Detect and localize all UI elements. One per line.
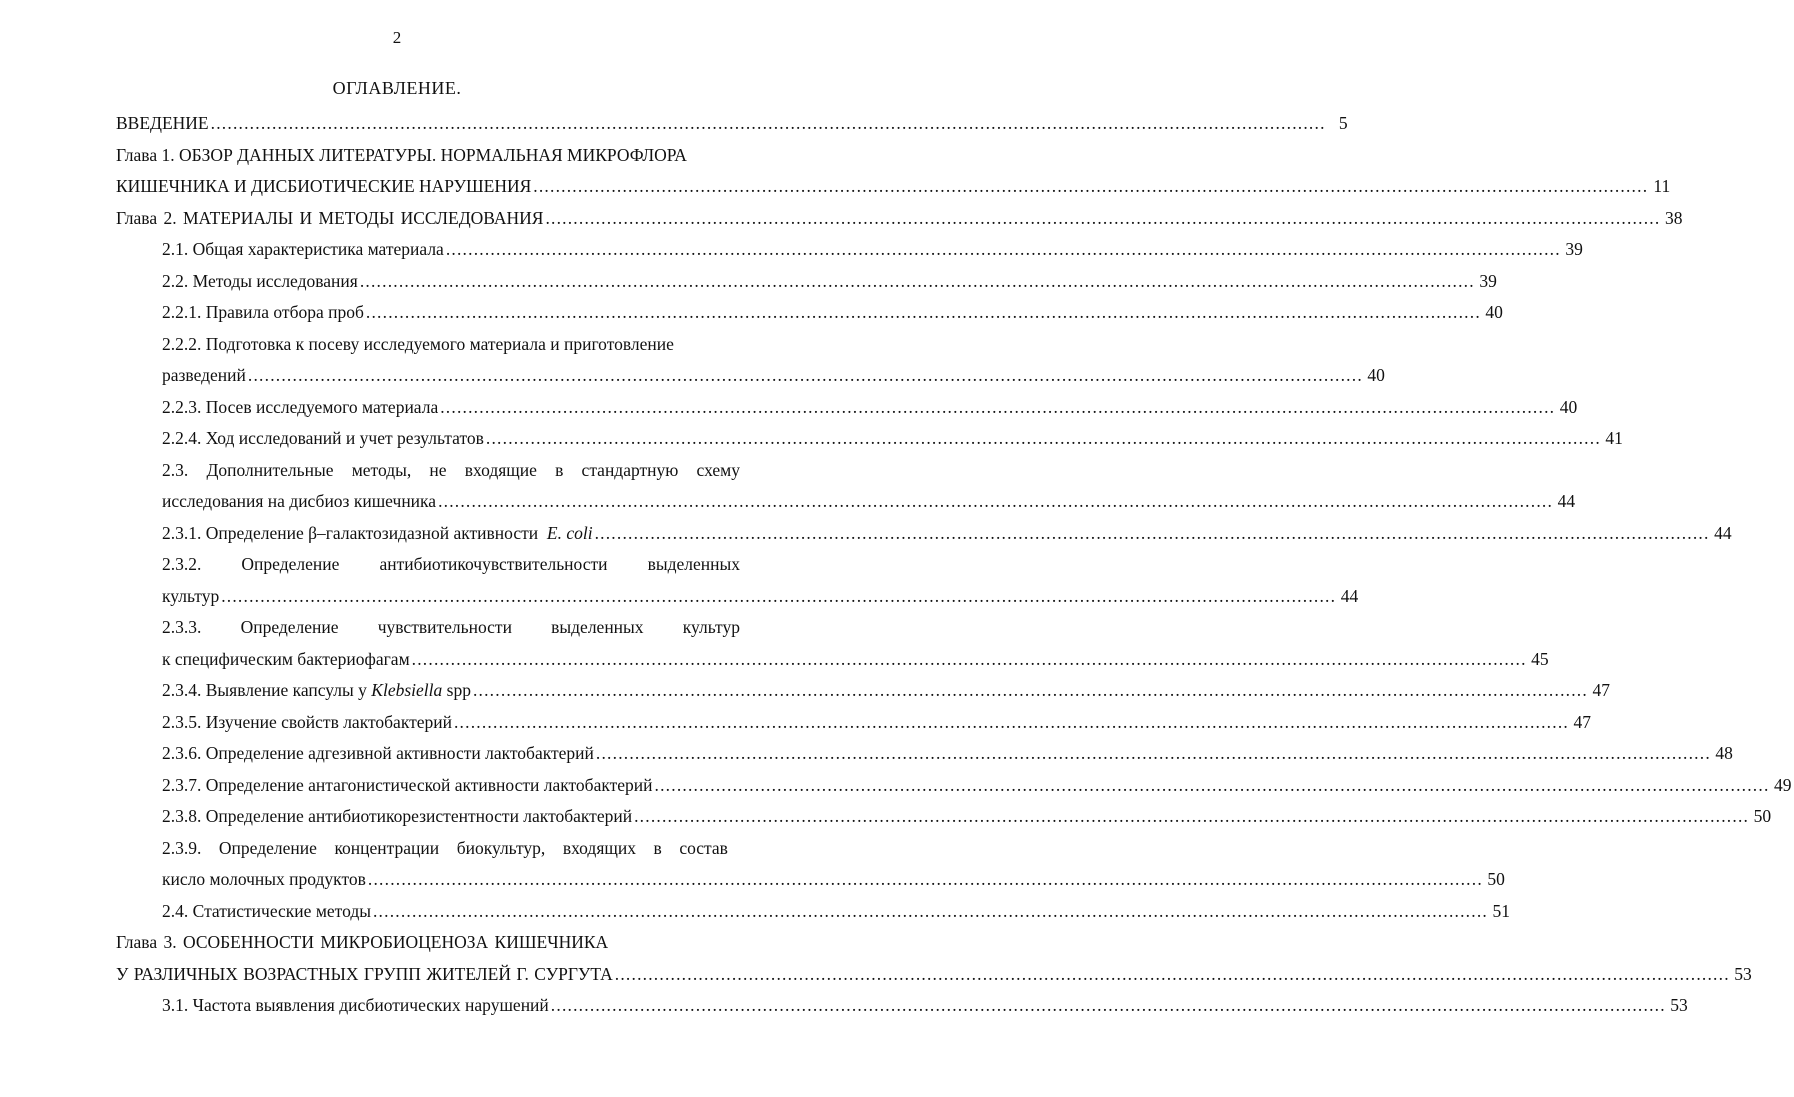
toc-entry-title: Глава 3. ОСОБЕННОСТИ МИКРОБИОЦЕНОЗА КИШЕЧНИКА (116, 932, 609, 952)
toc-entry-2-4 (162, 896, 1510, 928)
toc-page-number: 44 (1340, 585, 1359, 606)
toc-word: Определение (240, 617, 339, 637)
dot-leader: ........................................................................................................................................................................................................ (367, 869, 1483, 889)
toc-page-number: 45 (1531, 648, 1549, 669)
toc-entry-text: 2.3.4. Выявление капсулы у (162, 680, 367, 700)
dot-leader: ........................................................................................................................................................................................................ (634, 806, 1750, 826)
toc-entry-title-continued: культур (162, 585, 220, 606)
toc-page-number: 44 (1714, 522, 1732, 543)
toc-entry-chapter-1-line-1 (116, 140, 740, 172)
dot-leader: ........................................................................................................................................................................................................ (594, 522, 1710, 543)
toc-page-number: 39 (1565, 239, 1583, 259)
toc-entry-title: 2.3.6. Определение адгезивной активности лактобактерий (162, 743, 594, 763)
dot-leader: ........................................................................................................................................................................................................ (372, 900, 1488, 921)
toc-entry-2-2-2-line-2 (162, 360, 1385, 392)
toc-entry-2-1 (162, 234, 1583, 266)
toc-entry-chapter-3-line-2 (116, 959, 1752, 991)
toc-entry-2-3-line-1 (162, 455, 740, 487)
toc-entry-2-3-line-2 (162, 486, 1576, 518)
toc-entry-title: 2.2.2. Подготовка к посеву исследуемого материала и приготовление (162, 333, 674, 354)
toc-entry-italic: Klebsiella (371, 680, 443, 700)
toc-entry-title: 2.3.8. Определение антибиотикорезистентности лактобактерий (162, 806, 633, 826)
toc-entry-title-continued: к специфическим бактериофагам (162, 648, 410, 669)
toc-entry-2-3-3-line-2 (162, 644, 1549, 676)
toc-entry-title-continued: КИШЕЧНИКА И ДИСБИОТИЧЕСКИЕ НАРУШЕНИЯ (116, 176, 532, 196)
toc-entry-title-continued: У РАЗЛИЧНЫХ ВОЗРАСТНЫХ ГРУПП ЖИТЕЛЕЙ Г. СУРГУТА (116, 963, 613, 984)
toc-page-number: 47 (1592, 680, 1610, 700)
toc-page-number: 44 (1557, 491, 1576, 511)
toc-word: методы, (351, 459, 412, 480)
dot-leader: ........................................................................................................................................................................................................ (210, 113, 1326, 133)
toc-word: 2.3.3. (162, 617, 202, 637)
toc-entry-title: 2.2.3. Посев исследуемого материала (162, 396, 439, 417)
toc-entry-2-3-5 (162, 707, 1591, 739)
dot-leader: ........................................................................................................................................................................................................ (550, 995, 1666, 1015)
dot-leader: ........................................................................................................................................................................................................ (654, 774, 1770, 795)
toc-entry-chapter-2 (116, 203, 1683, 235)
toc-entry-2-2-4 (162, 423, 1623, 455)
page-number: 2 (392, 28, 402, 47)
toc-entry-2-3-9-line-2 (162, 864, 1505, 896)
toc-entry-3-1 (162, 990, 1688, 1022)
dot-leader: ........................................................................................................................................................................................................ (445, 239, 1561, 259)
toc-page-number: 47 (1573, 711, 1591, 732)
toc-entry-chapter-1-line-2 (116, 171, 1671, 203)
dot-leader: ........................................................................................................................................................................................................ (595, 743, 1711, 763)
toc-page-number: 41 (1605, 428, 1623, 448)
toc-entry-title (162, 518, 593, 550)
toc-word: биокультур, (456, 837, 546, 858)
toc-word: культур (682, 617, 740, 637)
toc-page-number: 50 (1487, 869, 1505, 889)
toc-word: 2.3.9. (162, 837, 202, 858)
toc-word: Дополнительные (206, 459, 334, 480)
toc-entry-title-continued: разведений (162, 365, 246, 385)
toc-entry-title: 2.2.4. Ход исследований и учет результатов (162, 428, 484, 448)
toc-entry-2-2-1 (162, 297, 1503, 329)
toc-entry-title: 2.3.5. Изучение свойств лактобактерий (162, 711, 452, 732)
toc-entry-title: 2.4. Статистические методы (162, 900, 371, 921)
toc-entry-2-3-4 (162, 675, 1610, 707)
toc-entry-2-2-2-line-1 (162, 329, 740, 361)
dot-leader: ........................................................................................................................................................................................................ (533, 176, 1649, 196)
toc-page-number: 40 (1559, 396, 1578, 417)
toc-entry-2-2-3 (162, 392, 1578, 424)
dot-leader: ........................................................................................................................................................................................................ (453, 711, 1569, 732)
table-of-contents (116, 108, 1792, 1022)
toc-word: Определение (241, 554, 340, 574)
dot-leader: ........................................................................................................................................................................................................ (365, 302, 1481, 322)
toc-entry-title-continued: исследования на дисбиоз кишечника (162, 491, 437, 511)
toc-word: входящих (562, 837, 636, 858)
dot-leader: ........................................................................................................................................................................................................ (359, 270, 1475, 291)
toc-page-number: 5 (1338, 113, 1348, 133)
toc-entry-title: 2.1. Общая характеристика материала (162, 239, 444, 259)
toc-page-number: 53 (1670, 995, 1688, 1015)
toc-page-number: 50 (1753, 806, 1772, 826)
toc-entry-2-3-1 (162, 518, 1732, 550)
toc-page-number: 11 (1653, 176, 1671, 196)
toc-entry-2-3-2-line-1 (162, 549, 740, 581)
dot-leader: ........................................................................................................................................................................................................ (485, 428, 1601, 448)
toc-entry-title: 2.2. Методы исследования (162, 270, 358, 291)
toc-page-number: 53 (1734, 963, 1752, 984)
toc-word: чувствительности (377, 617, 512, 637)
dot-leader: ........................................................................................................................................................................................................ (440, 396, 1556, 417)
toc-word: состав (679, 837, 728, 858)
toc-word: выделенных (551, 617, 644, 637)
toc-title: ОГЛАВЛЕНИЕ. (332, 78, 462, 98)
toc-page-number: 39 (1479, 270, 1497, 291)
toc-entry-2-3-2-line-2 (162, 581, 1359, 613)
toc-entry-2-3-7 (162, 770, 1792, 802)
toc-page-number: 40 (1485, 302, 1503, 322)
toc-entry-title: 3.1. Частота выявления дисбиотических нарушений (162, 995, 549, 1015)
dot-leader: ........................................................................................................................................................................................................ (247, 365, 1363, 385)
toc-entry-2-2 (162, 266, 1497, 298)
toc-word: выделенных (647, 554, 740, 574)
dot-leader: ........................................................................................................................................................................................................ (411, 648, 1527, 669)
toc-word: стандартную (581, 459, 679, 480)
toc-entry-title: Глава 1. ОБЗОР ДАННЫХ ЛИТЕРАТУРЫ. НОРМАЛЬНАЯ МИКРОФЛОРА (116, 144, 687, 165)
dot-leader: ........................................................................................................................................................................................................ (545, 207, 1661, 228)
toc-word: входящие (464, 459, 537, 480)
toc-entry-title: Глава 2. МАТЕРИАЛЫ И МЕТОДЫ ИССЛЕДОВАНИЯ (116, 207, 544, 228)
toc-word: антибиотикочувствительности (379, 554, 608, 574)
toc-entry-title: 2.2.1. Правила отбора проб (162, 302, 364, 322)
toc-entry-2-3-3-line-1 (162, 612, 740, 644)
toc-entry-intro (116, 108, 1348, 140)
toc-word: 2.3. (162, 459, 189, 480)
dot-leader: ........................................................................................................................................................................................................ (472, 680, 1588, 700)
toc-word: концентрации (334, 837, 440, 858)
toc-word: 2.3.2. (162, 554, 202, 574)
toc-page-number: 49 (1774, 774, 1792, 795)
toc-entry-title: ВВЕДЕНИЕ (116, 113, 209, 133)
toc-word: Определение (218, 837, 317, 858)
toc-entry-italic: E. coli (546, 522, 593, 543)
toc-entry-2-3-9-line-1 (162, 833, 728, 865)
dot-leader: ........................................................................................................................................................................................................ (438, 491, 1554, 511)
toc-word: не (429, 459, 447, 480)
toc-entry-2-3-8 (162, 801, 1772, 833)
dot-leader: ........................................................................................................................................................................................................ (221, 585, 1337, 606)
toc-entry-2-3-6 (162, 738, 1733, 770)
toc-page-number: 51 (1492, 900, 1510, 921)
toc-entry-title: 2.3.7. Определение антагонистической активности лактобактерий (162, 774, 653, 795)
toc-word: схему (696, 459, 740, 480)
dot-leader: ........................................................................................................................................................................................................ (614, 963, 1730, 984)
toc-word: в (653, 837, 662, 858)
toc-entry-suffix: spp (446, 680, 471, 700)
toc-entry-title-continued: кисло молочных продуктов (162, 869, 366, 889)
toc-page-number: 40 (1367, 365, 1385, 385)
toc-entry-title (162, 675, 471, 707)
toc-word: в (555, 459, 564, 480)
toc-page-number: 38 (1664, 207, 1683, 228)
toc-page-number: 48 (1715, 743, 1733, 763)
toc-entry-chapter-3-line-1 (116, 927, 740, 959)
toc-entry-text: 2.3.1. Определение β–галактозидазной активности (162, 522, 539, 543)
